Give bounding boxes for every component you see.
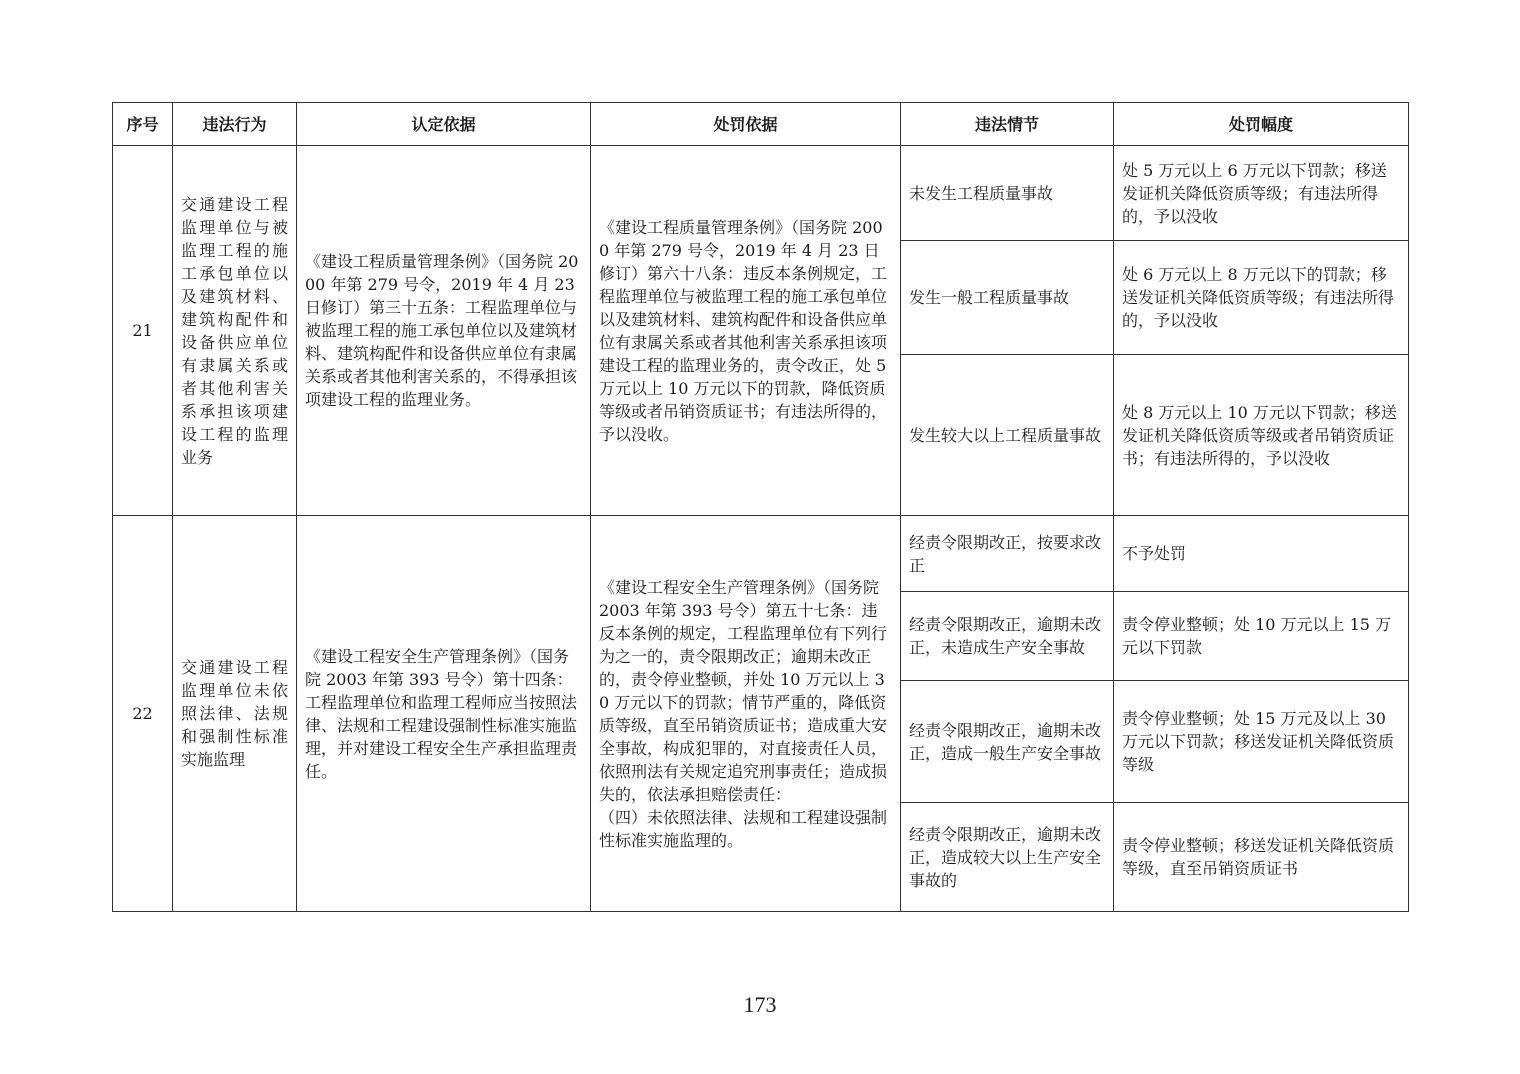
circumstance-cell: 经责令限期改正，逾期未改正，造成较大以上生产安全事故的: [901, 803, 1114, 912]
penalty-range-cell: 责令停业整顿；移送发证机关降低资质等级，直至吊销资质证书: [1114, 803, 1409, 912]
table-row: [113, 146, 1409, 241]
penalty-basis-text: 《建设工程安全生产管理条例》（国务院 2003 年第 393 号令）第五十七条：违反本条例的规定，工程监理单位有下列行为之一的，责令限期改正；逾期未改正的，责令停业整顿，并处 10 万元以上 30 万元以下的罚款；情节严重的，降低资质等级，直至吊销资质证书；造成重大安全事故，构成犯罪的，对直接责任人员，依照刑法有关规定追究刑事责任；造成损失的，依法承担赔偿责任： （四）未依照法律、法规和工程建设强制性标准实施监理的。: [591, 516, 901, 912]
penalty-table: [112, 102, 1409, 912]
header-circumstances: 违法情节: [901, 103, 1114, 146]
basis-text: 《建设工程安全生产管理条例》（国务院 2003 年第 393 号令）第十四条：工程监理单位和监理工程师应当按照法律、法规和工程建设强制性标准实施监理，并对建设工程安全生产承担监理责任。: [297, 516, 591, 912]
penalty-basis-text: 《建设工程质量管理条例》（国务院 2000 年第 279 号令，2019 年 4 月 23 日修订）第六十八条：违反本条例规定，工程监理单位与被监理工程的施工承包单位以及建筑材料、建筑构配件和设备供应单位有隶属关系或者其他利害关系承担该项建设工程的监理业务的，责令改正，处 5 万元以上 10 万元以下的罚款，降低资质等级或者吊销资质证书；有违法所得的，予以没收。: [591, 146, 901, 516]
row-number: 22: [113, 516, 173, 912]
circumstance-cell: 经责令限期改正，逾期未改正，造成一般生产安全事故: [901, 681, 1114, 803]
circumstance-cell: 经责令限期改正，按要求改正: [901, 516, 1114, 592]
penalty-range-cell: 处 8 万元以上 10 万元以下罚款；移送发证机关降低资质等级或者吊销资质证书；有违法所得的，予以没收: [1114, 355, 1409, 516]
header-basis: 认定依据: [297, 103, 591, 146]
penalty-range-cell: 处 6 万元以上 8 万元以下的罚款；移送发证机关降低资质等级；有违法所得的，予以没收: [1114, 241, 1409, 355]
header-violation: 违法行为: [173, 103, 297, 146]
penalty-range-cell: 责令停业整顿；处 10 万元以上 15 万元以下罚款: [1114, 592, 1409, 681]
table-row: [113, 516, 1409, 592]
violation-text: 交通建设工程监理单位未依照法律、法规和强制性标准实施监理: [173, 516, 297, 912]
circumstance-cell: 发生一般工程质量事故: [901, 241, 1114, 355]
header-penalty-basis: 处罚依据: [591, 103, 901, 146]
penalty-range-cell: 处 5 万元以上 6 万元以下罚款；移送发证机关降低资质等级；有违法所得的，予以没收: [1114, 146, 1409, 241]
circumstance-cell: 经责令限期改正，逾期未改正，未造成生产安全事故: [901, 592, 1114, 681]
violation-text: 交通建设工程监理单位与被监理工程的施工承包单位以及建筑材料、建筑构配件和设备供应单位有隶属关系或者其他利害关系承担该项建设工程的监理业务: [173, 146, 297, 516]
penalty-range-cell: 不予处罚: [1114, 516, 1409, 592]
row-number: 21: [113, 146, 173, 516]
circumstance-cell: 未发生工程质量事故: [901, 146, 1114, 241]
table-header-row: [113, 103, 1409, 146]
header-no: 序号: [113, 103, 173, 146]
header-penalty-range: 处罚幅度: [1114, 103, 1409, 146]
basis-text: 《建设工程质量管理条例》（国务院 2000 年第 279 号令，2019 年 4 月 23 日修订）第三十五条：工程监理单位与被监理工程的施工承包单位以及建筑材料、建筑构配件和设备供应单位有隶属关系或者其他利害关系的，不得承担该项建设工程的监理业务。: [297, 146, 591, 516]
penalty-range-cell: 责令停业整顿；处 15 万元及以上 30 万元以下罚款；移送发证机关降低资质等级: [1114, 681, 1409, 803]
circumstance-cell: 发生较大以上工程质量事故: [901, 355, 1114, 516]
page-number: 173: [743, 992, 777, 1017]
